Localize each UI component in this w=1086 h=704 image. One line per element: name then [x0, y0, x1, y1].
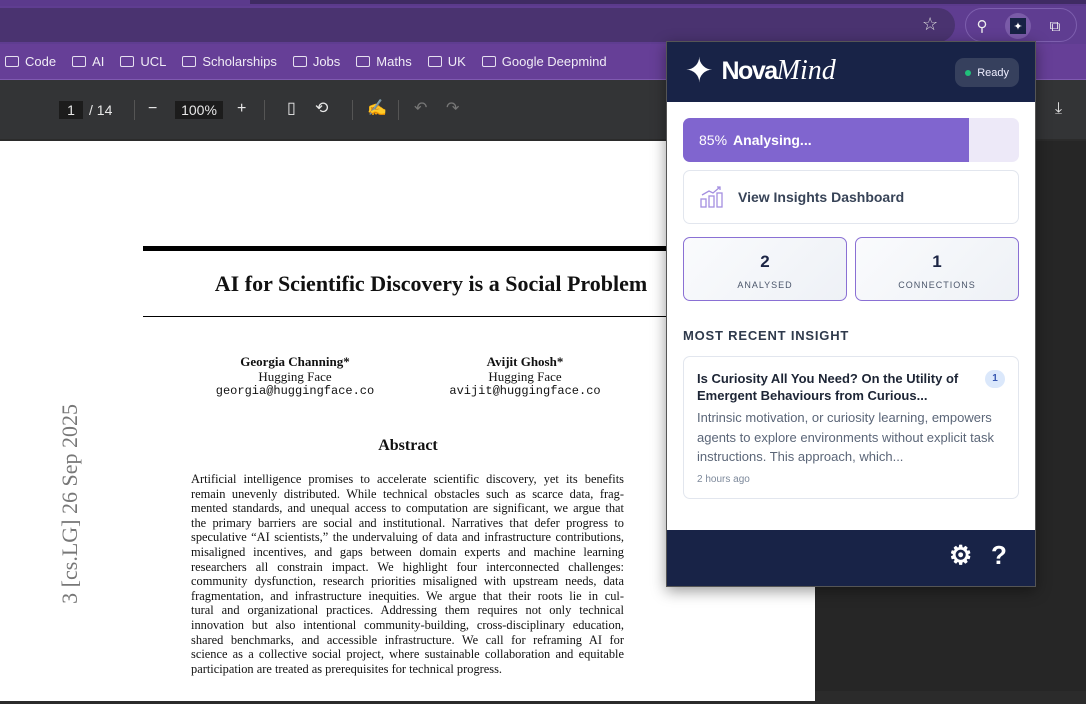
bookmark-label: UK [447, 54, 466, 69]
bookmark-folder[interactable] [120, 54, 166, 69]
toolbar [0, 6, 1086, 44]
stat-value: 1 [932, 252, 942, 271]
help-icon[interactable]: ? [991, 540, 1007, 570]
stat-label: ANALYSED [737, 280, 793, 290]
bookmark-label: UCL [140, 54, 167, 69]
bookmark-label: Jobs [312, 54, 341, 69]
author-name: Avijit Ghosh* [486, 354, 564, 369]
fit-page-icon[interactable]: ▯ [287, 100, 296, 117]
gear-icon[interactable]: ⚙ [949, 540, 973, 570]
page-number-input[interactable]: 1 [59, 101, 83, 119]
dashboard-label: View Insights Dashboard [738, 189, 905, 205]
author-name: Georgia Channing* [240, 354, 350, 369]
novamind-extension-icon[interactable]: ✦ [1005, 13, 1031, 39]
folder-icon [293, 56, 307, 67]
abstract-line: tural and organizational practices. Addressing them requires not only technical [191, 603, 624, 618]
abstract-line: mented standards, and unequal access to computation are significant, we argue that [191, 501, 624, 516]
author-email: georgia@huggingface.co [215, 384, 375, 398]
title-rule-bottom [143, 316, 683, 317]
extension-icon[interactable]: ⚲ [976, 18, 988, 35]
insight-title: Is Curiosity All You Need? On the Utility of Emergent Behaviours from Curious... [697, 371, 959, 403]
bookmark-star-icon[interactable]: ☆ [922, 14, 939, 34]
folder-icon [5, 56, 19, 67]
paper-title: AI for Scientific Discovery is a Social Problem [214, 271, 648, 296]
folder-icon [120, 56, 134, 67]
extensions-puzzle-icon[interactable]: ⧉ [1049, 17, 1061, 35]
page-total: / 14 [89, 102, 113, 118]
abstract-line: misaligned incentives, and gaps between domain experts and machine learning [191, 544, 624, 559]
abstract-line: remain unevenly distributed. While technical obstacles such as scarce data, frag- [191, 486, 624, 501]
abstract-line: shared benchmarks, and accessible infrastructure. We call for reframing AI for [191, 632, 624, 647]
divider [134, 100, 135, 120]
abstract-line: speculative “AI scientists,” the undervaluing of data and infrastructure contributions, [191, 530, 624, 545]
status-badge [955, 58, 1019, 87]
stat-connections[interactable] [855, 237, 1019, 301]
author-block [195, 354, 395, 399]
abstract-line: participation are treated as prerequisites for technical progress. [191, 661, 503, 676]
rotate-icon[interactable]: ⟲ [315, 100, 329, 117]
brand-italic: Mind [776, 55, 836, 86]
bookmark-folder[interactable] [482, 54, 607, 69]
undo-icon[interactable]: ↶ [414, 100, 428, 117]
stat-value: 2 [760, 252, 770, 271]
divider [398, 100, 399, 120]
status-text: Ready [977, 66, 1009, 79]
progress-label: Analysing... [733, 132, 812, 148]
bookmark-folder[interactable] [182, 54, 276, 69]
abstract-line: science as a collective social project, where sustainable collaboration and equitable [191, 647, 624, 662]
view-insights-dashboard-button[interactable] [683, 170, 1019, 224]
bookmark-label: AI [92, 54, 105, 69]
brand-bold: Nova [721, 56, 777, 85]
abstract-line: Artificial intelligence promises to accelerate scientific discovery, yet its benefits [191, 472, 624, 486]
abstract-text [191, 472, 624, 676]
insight-card[interactable] [683, 356, 1019, 499]
address-bar[interactable] [0, 8, 955, 42]
stat-analysed[interactable] [683, 237, 847, 301]
insight-count-badge: 1 [985, 370, 1005, 388]
divider [264, 100, 265, 120]
abstract-line: researchers all constrain impact. We highlight four interconnected challenges: [191, 559, 624, 574]
status-dot-icon [965, 70, 971, 76]
section-title: MOST RECENT INSIGHT [683, 328, 850, 343]
author-block [425, 354, 625, 399]
chart-growth-icon [700, 186, 724, 208]
folder-icon [428, 56, 442, 67]
title-rule-top [143, 246, 683, 251]
folder-icon [72, 56, 86, 67]
popup-header [667, 42, 1035, 102]
bookmark-label: Google Deepmind [501, 54, 607, 69]
novamind-logo [685, 54, 836, 88]
active-tab[interactable] [250, 0, 1086, 4]
annotate-icon[interactable]: ✍ [367, 100, 387, 117]
abstract-line: innovation but also intentional community-building, cross-disciplinary education, [191, 617, 624, 632]
author-affiliation: Hugging Face [488, 369, 562, 384]
author-email: avijit@huggingface.co [449, 384, 601, 398]
abstract-line: fragmentation, and infrastructure inequities. We argue that their roots lie in cul- [191, 588, 624, 603]
folder-icon [482, 56, 496, 67]
analysis-progress-bar [683, 118, 1019, 162]
zoom-in-button[interactable]: + [237, 100, 247, 117]
bookmark-folder[interactable] [293, 54, 340, 69]
zoom-out-button[interactable]: − [148, 100, 158, 117]
abstract-heading: Abstract [378, 437, 438, 454]
abstract-line: community dysfunction, research priorities misaligned with upstream needs, data [191, 574, 624, 589]
folder-icon [182, 56, 196, 67]
arxiv-stamp: 3 [cs.LG] 26 Sep 2025 [57, 404, 82, 604]
popup-footer [667, 530, 1035, 586]
insight-description: Intrinsic motivation, or curiosity learning, empowers agents to explore environments without explicit task instructions. This approach, which... [697, 410, 994, 464]
author-affiliation: Hugging Face [258, 369, 332, 384]
bookmark-label: Scholarships [202, 54, 277, 69]
sparkle-icon: ✦ [685, 52, 714, 90]
bookmark-label: Maths [376, 54, 412, 69]
progress-percent: 85% [699, 132, 728, 148]
novamind-popup [666, 41, 1036, 587]
download-icon[interactable]: ⤓ [1055, 100, 1063, 117]
bookmark-folder[interactable] [72, 54, 104, 69]
abstract-line: the primary barriers are social and institutional. Narratives that defer progress to [191, 515, 624, 530]
bookmark-label: Code [25, 54, 57, 69]
bookmark-folder[interactable] [5, 54, 56, 69]
extensions-group [965, 8, 1077, 42]
folder-icon [356, 56, 370, 67]
zoom-input[interactable]: 100% [175, 101, 223, 119]
stat-label: CONNECTIONS [898, 280, 976, 290]
divider [352, 100, 353, 120]
redo-icon[interactable]: ↷ [446, 100, 460, 117]
bookmark-folder[interactable] [356, 54, 411, 69]
bookmark-folder[interactable] [428, 54, 466, 69]
insight-timestamp: 2 hours ago [697, 473, 750, 485]
